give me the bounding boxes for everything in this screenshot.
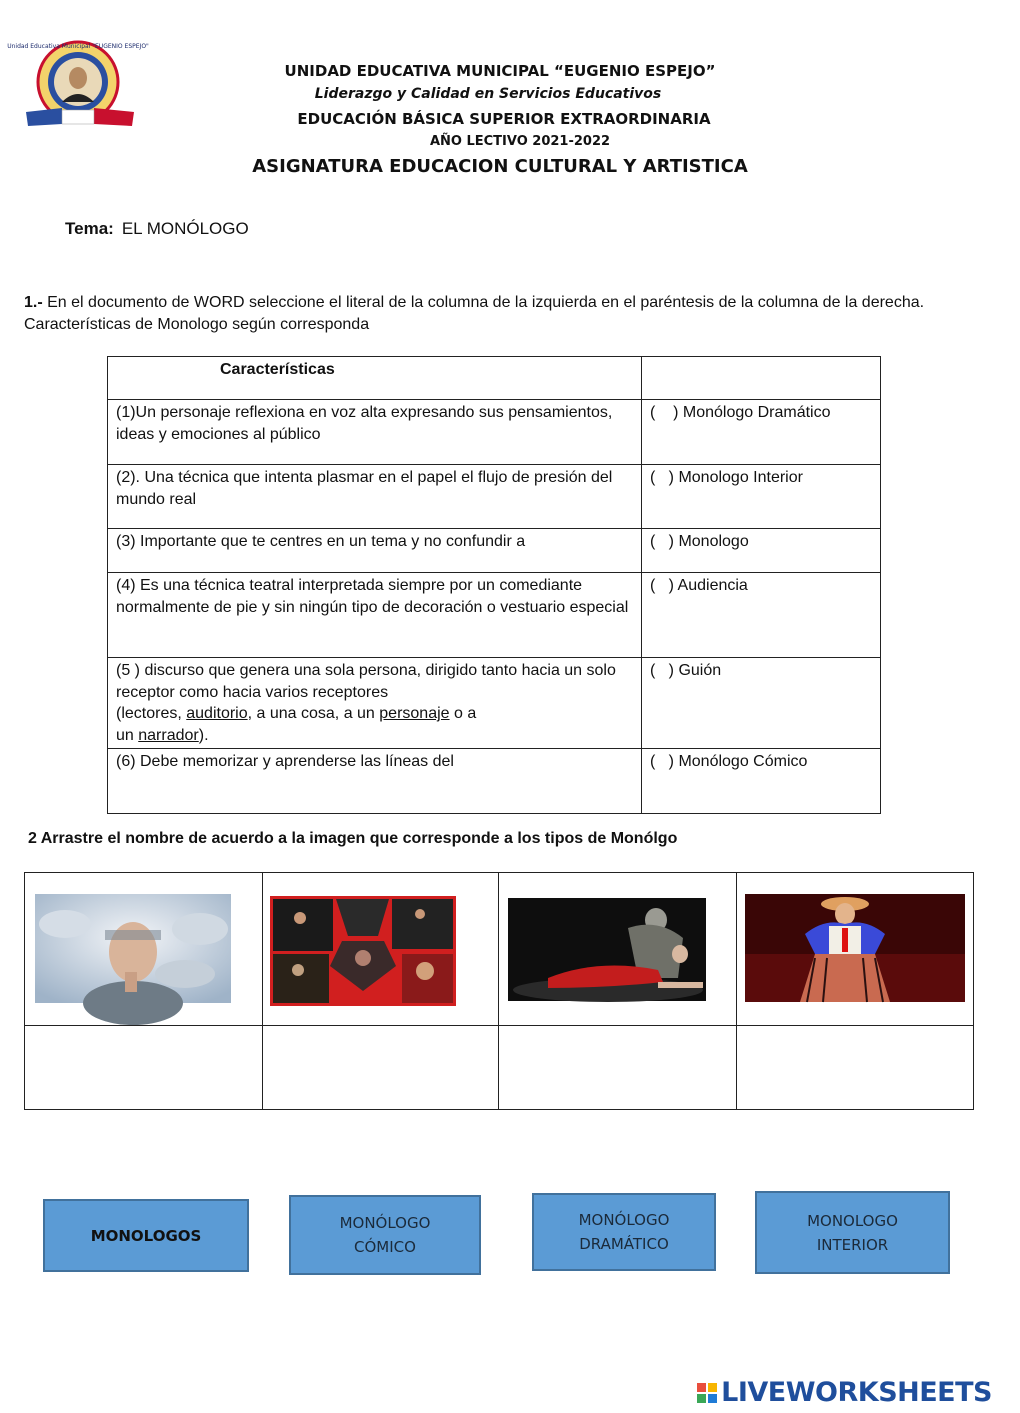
topic-value: EL MONÓLOGO: [121, 219, 249, 238]
brand-text: LIVEWORKSHEETS: [721, 1377, 992, 1408]
row-5-text-a: (lectores,: [116, 705, 187, 722]
table-row-1-right[interactable]: ( ) Monólogo Dramático: [642, 400, 881, 465]
drag-option-label: MONÓLOGO DRAMÁTICO: [578, 1211, 670, 1253]
liveworksheets-brand: [697, 1377, 992, 1408]
school-motto: Liderazgo y Calidad en Servicios Educativos: [314, 86, 662, 102]
row-5-text: (5 ) discurso que genera una sola persona, dirigido tanto hacia un solo receptor como hacia varios receptores: [116, 662, 616, 701]
table-row-3-left: (3) Importante que te centres en un tema y no confundir a: [108, 529, 642, 573]
subject-title: ASIGNATURA EDUCACION CULTURAL Y ARTISTICA: [252, 156, 748, 177]
drag-option-monologo-interior[interactable]: [755, 1191, 950, 1274]
table-header-left: Características: [108, 357, 642, 400]
brand-logo-icon: [697, 1383, 717, 1403]
question-1-number: 1.-: [24, 294, 43, 311]
table-row-5-right[interactable]: ( ) Guión: [642, 658, 881, 749]
drop-zone-4[interactable]: [737, 1026, 974, 1110]
link-auditorio[interactable]: auditorio: [186, 705, 248, 722]
image-comic-monologue: [745, 894, 965, 1002]
drag-option-label: MONÓLOGO CÓMICO: [339, 1214, 431, 1256]
image-monologue-collage: [270, 896, 456, 1006]
image-dramatic-monologue: [508, 898, 706, 1001]
drop-zone-1[interactable]: [25, 1026, 262, 1110]
table-row-2-right[interactable]: ( ) Monologo Interior: [642, 465, 881, 529]
image-interior-monologue: [35, 894, 231, 1003]
row-5-text-d: un: [116, 726, 139, 744]
question-2: 2 Arrastre el nombre de acuerdo a la imagen que corresponde a los tipos de Monólgo: [28, 830, 678, 847]
table-row-6-right[interactable]: ( ) Monólogo Cómico: [642, 749, 881, 814]
table-row-5-left: [108, 658, 642, 749]
drop-zone-3[interactable]: [499, 1026, 736, 1110]
drag-option-label: MONOLOGO INTERIOR: [807, 1211, 898, 1254]
table-header-right: [642, 357, 881, 400]
drag-option-monologo-dramatico[interactable]: [532, 1193, 716, 1271]
drag-option-monologos[interactable]: [43, 1199, 249, 1272]
drop-zone-2[interactable]: [263, 1026, 498, 1110]
table-row-2-left: (2). Una técnica que intenta plasmar en el papel el flujo de presión del mundo real: [108, 465, 642, 529]
topic: [65, 219, 249, 239]
link-personaje[interactable]: personaje: [379, 705, 450, 722]
school-name: UNIDAD EDUCATIVA MUNICIPAL “EUGENIO ESPEJO”: [284, 62, 716, 80]
row-5-text-c: o a: [449, 705, 477, 722]
topic-label: Tema:: [65, 219, 114, 238]
education-level: EDUCACIÓN BÁSICA SUPERIOR EXTRAORDINARIA: [297, 110, 711, 128]
row-5-text-b: , a una cosa, a un: [247, 705, 380, 722]
table-row-6-left: (6) Debe memorizar y aprenderse las líneas del: [108, 749, 642, 814]
question-1: [24, 292, 982, 336]
characteristics-table: [107, 356, 881, 814]
link-narrador[interactable]: narrador: [138, 726, 199, 744]
table-row-4-left: (4) Es una técnica teatral interpretada siempre por un comediante normalmente de pie y sin ningún tipo de decoración o vestuario especial: [108, 573, 642, 658]
drag-option-label: MONOLOGOS: [90, 1226, 202, 1245]
drag-option-monologo-comico[interactable]: [289, 1195, 481, 1275]
table-row-1-left: (1)Un personaje reflexiona en voz alta expresando sus pensamientos, ideas y emociones al público: [108, 400, 642, 465]
table-row-3-right[interactable]: ( ) Monologo: [642, 529, 881, 573]
logo-ring-text: Unidad Educativa Municipal "EUGENIO ESPEJO": [7, 43, 149, 50]
school-year: AÑO LECTIVO 2021-2022: [429, 134, 611, 149]
row-5-text-e: ).: [198, 726, 209, 744]
table-row-4-right[interactable]: ( ) Audiencia: [642, 573, 881, 658]
question-1-text: En el documento de WORD seleccione el literal de la columna de la izquierda en el paréntesis de la columna de la derecha. Características de Monologo según corresponda: [24, 294, 925, 333]
image-match-grid: [24, 872, 974, 1110]
